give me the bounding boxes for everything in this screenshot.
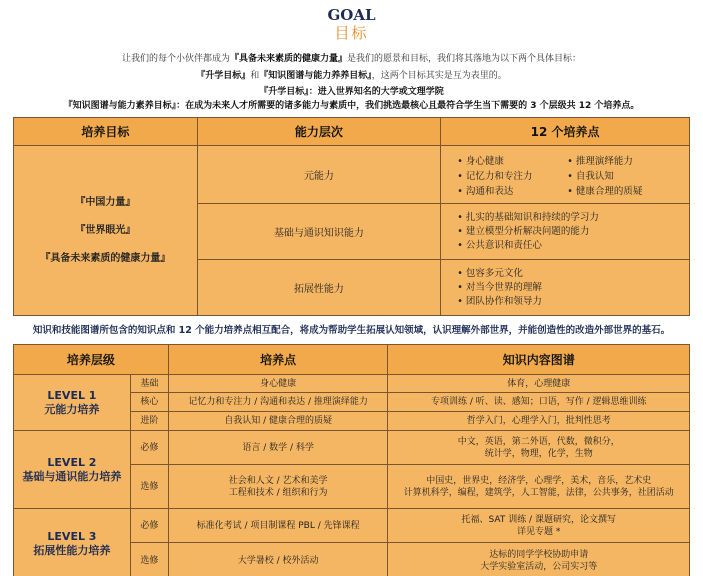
point-item: • 推理演绎能力: [567, 153, 689, 167]
goals-cell: [14, 146, 198, 316]
level-name: LEVEL 1: [47, 388, 97, 402]
point-item: • 包容多元文化: [457, 267, 689, 281]
title-cn: 目标: [334, 24, 369, 42]
intro-bold: 『知识图谱与能力养养目标』: [259, 71, 372, 81]
ability-level: 拓展性能力: [197, 260, 441, 316]
intro-text: 是我们的愿景和目标，我们将其落地为以下两个具体目标：: [347, 54, 582, 64]
knowledge-line: 大学实验室活动，公司实习等: [480, 561, 598, 572]
points-cell: [441, 204, 690, 260]
course-type: 选修: [130, 543, 168, 576]
course-type: 必修: [130, 509, 168, 543]
intro-line-2: [0, 68, 703, 81]
intro-bold: 『升学目标』: [196, 71, 251, 81]
course-type: 必修: [130, 431, 168, 465]
knowledge-line: 中文，英语，第二外语，代数，微积分，: [457, 436, 620, 447]
table-header-row: [14, 118, 690, 146]
point-item: • 团队协作和领导力: [457, 295, 689, 309]
knowledge-content: 专项训练 / 听、读、感知；口语，写作 / 逻辑思维训练: [388, 393, 690, 412]
level-cell: [14, 375, 131, 431]
table-header: 能力层次: [197, 118, 441, 146]
level-cell: [14, 431, 131, 509]
training-point: 语言 / 数学 / 科学: [168, 431, 388, 465]
point-item: • 公共意识和责任心: [457, 239, 689, 253]
point-item: • 沟通和表达: [457, 183, 567, 197]
intro-line-3: 『升学目标』：进入世界知名的大学或文理学院: [259, 87, 444, 97]
goal-item: 『世界眼光』: [75, 224, 136, 236]
title-en: GOAL: [327, 6, 376, 24]
point-line: 工程和技术 / 组织和行为: [228, 487, 328, 498]
level-sub: 基础与通识能力培养: [22, 469, 122, 483]
intro-text: ，这两个目标其实是互为表里的。: [371, 71, 507, 81]
training-point: [168, 465, 388, 509]
table-header: 培养点: [168, 345, 388, 375]
level-cell: [14, 509, 131, 576]
point-item: • 身心健康: [457, 153, 567, 167]
points-cell: [441, 260, 690, 316]
point-line: 社会和人文 / 艺术和美学: [228, 475, 328, 486]
table-header: 12 个培养点: [441, 118, 690, 146]
levels-table: [13, 344, 690, 576]
level-sub: 元能力培养: [44, 402, 100, 416]
knowledge-line: 中国史，世界史，经济学，心理学，美术，音乐，艺术史: [426, 475, 652, 486]
knowledge-line: 详见专题 *: [517, 526, 561, 537]
intro-line-4: 『知识图谱与能力素养目标』：在成为未来人才所需要的诸多能力与素质中，我们挑选最核心且最符合学生当下需要的 3 个层级共 12 个培养点。: [63, 101, 640, 111]
training-point: 大学暑校 / 校外活动: [168, 543, 388, 576]
points-cell: [441, 146, 690, 204]
training-point: 身心健康: [168, 375, 388, 393]
goal-item: 『具备未来素质的健康力量』: [40, 252, 171, 264]
knowledge-content: [388, 509, 690, 543]
intro-text: 和: [250, 71, 260, 81]
intro-bold: 『具备未来素质的健康力量』: [229, 54, 347, 64]
level-sub: 拓展性能力培养: [33, 543, 111, 557]
course-type: 基础: [130, 375, 168, 393]
knowledge-line: 达标的同学学校协助申请: [489, 549, 589, 560]
table-row: [14, 146, 690, 204]
point-item: • 记忆力和专注力: [457, 168, 567, 182]
goal-item: 『中国力量』: [75, 196, 136, 208]
point-item: • 建立模型分析解决问题的能力: [457, 225, 689, 239]
training-point: 自我认知 / 健康合理的质疑: [168, 412, 388, 431]
goals-table: [13, 117, 690, 316]
course-type: 核心: [130, 393, 168, 412]
table-row: [14, 509, 690, 543]
table-header-row: [14, 345, 690, 375]
knowledge-content: [388, 465, 690, 509]
table-header: 知识内容图谱: [388, 345, 690, 375]
intro-text: 让我们的每个小伙伴都成为: [121, 54, 230, 64]
ability-level: 基础与通识知识能力: [197, 204, 441, 260]
point-item: • 健康合理的质疑: [567, 183, 689, 197]
point-item: • 自我认知: [567, 168, 689, 182]
intro-line-1: [0, 51, 703, 64]
level-name: LEVEL 3: [47, 529, 97, 543]
table-row: [14, 431, 690, 465]
point-item: • 扎实的基础知识和持续的学习力: [457, 211, 689, 225]
training-point: 标准化考试 / 项目制课程 PBL / 先锋课程: [168, 509, 388, 543]
table-row: [14, 375, 690, 393]
course-type: 进阶: [130, 412, 168, 431]
knowledge-content: [388, 543, 690, 576]
knowledge-line: 托福、SAT 训练 / 课题研究，论文撰写: [461, 514, 616, 525]
mid-description: 知识和技能图谱所包含的知识点和 12 个能力培养点相互配合，将成为帮助学生拓展认知领域，认识理解外部世界，并能创造性的改造外部世界的基石。: [32, 325, 671, 336]
course-type: 选修: [130, 465, 168, 509]
table-header: 培养目标: [14, 118, 198, 146]
knowledge-line: 统计学，物理，化学，生物: [484, 448, 593, 459]
table-header: 培养层级: [14, 345, 169, 375]
ability-level: 元能力: [197, 146, 441, 204]
level-name: LEVEL 2: [47, 455, 97, 469]
point-item: • 对当今世界的理解: [457, 281, 689, 295]
training-point: 记忆力和专注力 / 沟通和表达 / 推理演绎能力: [168, 393, 388, 412]
knowledge-line: 计算机科学，编程，建筑学，人工智能，法律，公共事务，社团活动: [403, 487, 674, 498]
knowledge-content: 哲学入门，心理学入门，批判性思考: [388, 412, 690, 431]
knowledge-content: [388, 431, 690, 465]
knowledge-content: 体育，心理健康: [388, 375, 690, 393]
